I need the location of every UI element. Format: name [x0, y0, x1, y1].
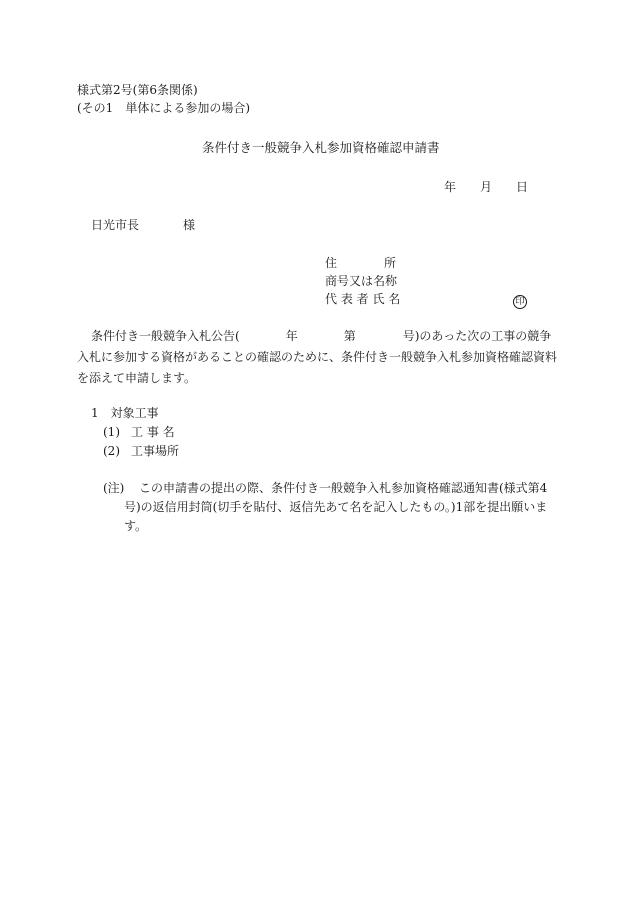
date-day: 日: [516, 180, 529, 194]
date-year: 年: [444, 180, 457, 194]
note-marker: (注): [103, 481, 125, 495]
body-notice-close: 号)のあった次の工事の競争: [402, 329, 552, 343]
form-variant: (その1 単体による参加の場合): [77, 101, 250, 115]
representative-label: 代 表 者 氏 名: [325, 292, 401, 306]
address-label-second: 所: [384, 256, 397, 270]
addressee-name: 日光市長: [91, 218, 140, 232]
seal-circle: 印: [513, 295, 527, 309]
date-month: 月: [480, 180, 493, 194]
note-line-3: す。: [124, 519, 148, 533]
body-notice-year: 年: [285, 329, 298, 343]
item-1-number: (1): [103, 425, 120, 439]
seal-mark: [513, 292, 527, 309]
company-label: 商号又は名称: [325, 274, 398, 288]
body-line-2: 入札に参加する資格があることの確認のために、条件付き一般競争入札参加資格確認資料: [77, 350, 558, 364]
form-number: 様式第2号(第6条関係): [77, 83, 198, 97]
items-heading: 1 対象工事: [91, 406, 159, 420]
addressee-honorific: 様: [183, 218, 196, 232]
item-2-label: 工事場所: [131, 444, 180, 458]
note-line-1: この申請書の提出の際、条件付き一般競争入札参加資格確認通知書(様式第4: [139, 481, 548, 495]
body-line-3: を添えて申請します。: [77, 371, 197, 385]
document-title: 条件付き一般競争入札参加資格確認申請書: [202, 140, 440, 155]
note-line-2: 号)の返信用封筒(切手を貼付、返信先あて名を記入したもの。)1部を提出願いま: [124, 500, 548, 514]
body-notice-open: 条件付き一般競争入札公告(: [91, 329, 240, 343]
body-notice-no: 第: [343, 329, 356, 343]
body-line-1: [91, 326, 551, 348]
item-2-number: (2): [103, 444, 120, 458]
address-label-first: 住: [325, 256, 338, 270]
item-1-label: 工 事 名: [131, 425, 175, 439]
